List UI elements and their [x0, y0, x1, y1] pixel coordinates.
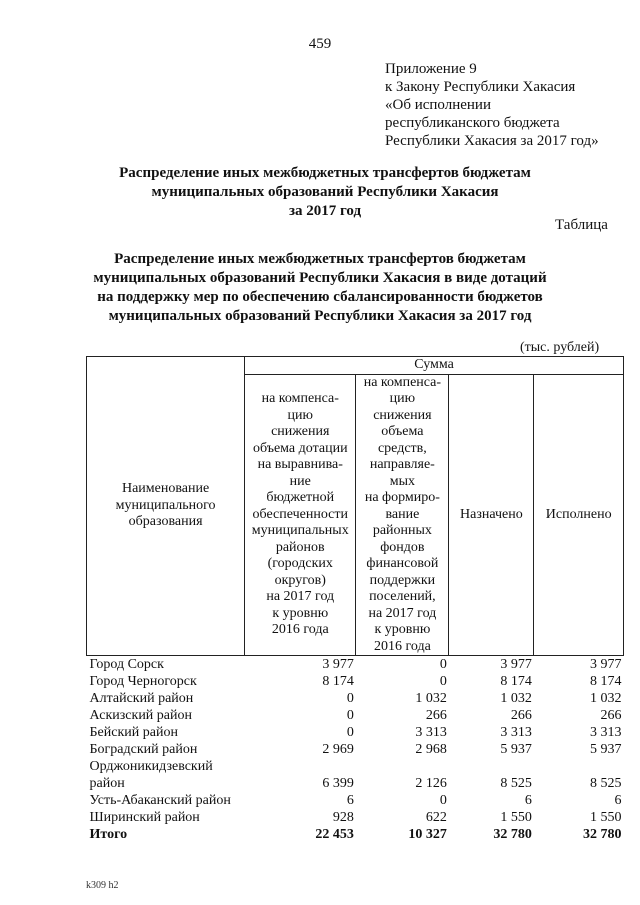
header-line: на компенса-	[261, 391, 339, 406]
dotation-compensation-value: 0	[346, 725, 354, 740]
table-title-line: на поддержку мер по обеспечению сбалансированности бюджетов	[97, 289, 543, 305]
header-line: 2016 года	[271, 622, 329, 637]
executed-value: 5 937	[590, 742, 622, 757]
header-municipality: Наименование муниципального образования	[87, 357, 245, 656]
funds-compensation-value: 266	[425, 708, 447, 723]
table-row	[87, 758, 624, 792]
total-row	[87, 826, 624, 843]
dotation-compensation-value: 0	[346, 691, 354, 706]
header-sum: Сумма	[245, 357, 624, 375]
table-title-line: Распределение иных межбюджетных трансфертов бюджетам	[114, 251, 526, 267]
municipality-name: Алтайский район	[89, 691, 194, 706]
municipality-name: Ширинский район	[89, 810, 200, 825]
funds-compensation-value: 0	[439, 674, 447, 689]
dotation-compensation-value: 2 969	[322, 742, 354, 757]
transfers-table	[86, 356, 624, 843]
municipality-name: Боградский район	[89, 742, 198, 757]
executed-value: 8 525	[590, 776, 622, 791]
assigned-value: 266	[510, 708, 532, 723]
table-row	[87, 673, 624, 690]
header-line: объема дотации	[252, 440, 348, 456]
main-title	[90, 164, 560, 221]
header-line: снижения	[373, 407, 432, 423]
header-line: цию	[287, 407, 313, 423]
funds-compensation-value: 2 126	[415, 776, 447, 791]
assigned-value: 32 780	[493, 827, 532, 842]
header-line: 2016 года	[373, 638, 431, 654]
header-line: на выравнива-	[257, 457, 343, 472]
funds-compensation-value: 622	[425, 810, 447, 825]
appendix-line: «Об исполнении	[385, 97, 491, 113]
header-line: на формиро-	[364, 490, 440, 505]
executed-value: 32 780	[583, 827, 622, 842]
municipality-name: Аскизский район	[89, 708, 192, 723]
table-row	[87, 690, 624, 707]
assigned-value: 8 174	[500, 674, 532, 689]
table-row	[87, 792, 624, 809]
funds-compensation-value: 0	[439, 793, 447, 808]
footer-code: k309 h2	[86, 880, 119, 891]
header-line: направляе-	[369, 457, 435, 472]
dotation-compensation-value: 8 174	[322, 674, 354, 689]
header-line: поселений,	[369, 589, 436, 604]
executed-value: 266	[600, 708, 622, 723]
dotation-compensation-value: 0	[346, 708, 354, 723]
header-line: бюджетной	[266, 490, 335, 505]
municipality-name: Итого	[89, 827, 128, 842]
header-line: обеспеченности	[252, 506, 348, 522]
funds-compensation-value: 2 968	[415, 742, 447, 757]
assigned-value: 3 977	[500, 657, 532, 672]
header-line: объема	[381, 424, 424, 439]
executed-value: 1 032	[590, 691, 622, 706]
municipality-name: Усть-Абаканский район	[89, 793, 231, 808]
assigned-value: 3 313	[500, 725, 532, 740]
dotation-compensation-value: 6	[346, 793, 354, 808]
municipality-name: Город Сорск	[89, 657, 164, 672]
header-line: финансовой	[366, 556, 439, 571]
table-row	[87, 707, 624, 724]
appendix-note	[385, 60, 599, 150]
dotation-compensation-value: 3 977	[322, 657, 354, 672]
header-executed: Исполнено	[534, 374, 624, 656]
funds-compensation-value: 0	[439, 657, 447, 672]
header-line: средств,	[377, 440, 427, 456]
assigned-value: 6	[524, 793, 532, 808]
main-title-line: Распределение иных межбюджетных трансфертов бюджетам	[119, 165, 531, 181]
table-title-line: муниципальных образований Республики Хакасия в виде дотаций	[93, 270, 547, 286]
appendix-line: Приложение 9	[385, 61, 477, 77]
main-title-line: муниципальных образований Республики Хакасия	[151, 184, 499, 200]
funds-compensation-value: 3 313	[415, 725, 447, 740]
header-line: мых	[389, 473, 416, 489]
municipality-name: Бейский район	[89, 725, 178, 740]
header-line: снижения	[271, 424, 330, 439]
appendix-line: Республики Хакасия за 2017 год»	[385, 133, 599, 149]
header-line: на 2017 год	[368, 605, 437, 621]
header-line: вание	[385, 506, 420, 522]
header-compensation-funds	[356, 374, 449, 656]
dotation-compensation-value: 6 399	[322, 776, 354, 791]
executed-value: 8 174	[590, 674, 622, 689]
header-compensation-dotation	[245, 374, 356, 656]
dotation-compensation-value: 928	[332, 810, 354, 825]
assigned-value: 1 550	[500, 810, 532, 825]
assigned-value: 1 032	[500, 691, 532, 706]
appendix-line: республиканского бюджета	[385, 115, 560, 131]
header-line: к уровню	[374, 622, 431, 637]
header-line: поддержки	[369, 572, 436, 588]
header-assigned: Назначено	[449, 374, 534, 656]
header-line: ние	[289, 473, 311, 489]
header-line: цию	[389, 391, 416, 406]
municipality-name: Город Черногорск	[89, 674, 197, 689]
appendix-line: к Закону Республики Хакасия	[385, 79, 576, 95]
header-line: муниципальных	[251, 523, 349, 538]
table-body	[87, 656, 624, 844]
dotation-compensation-value: 22 453	[315, 827, 354, 842]
header-line: округов)	[274, 572, 326, 588]
unit-label: (тыс. рублей)	[520, 340, 600, 355]
header-line: районов	[275, 539, 325, 555]
table-row	[87, 741, 624, 758]
header-line: к уровню	[272, 605, 329, 621]
table-title	[70, 250, 570, 326]
table-row	[87, 809, 624, 826]
main-title-line: за 2017 год	[288, 203, 362, 219]
funds-compensation-value: 1 032	[415, 691, 447, 706]
header-line: (городских	[267, 556, 333, 571]
header-line: на компенса-	[363, 374, 442, 390]
executed-value: 6	[614, 793, 622, 808]
header-line: на 2017 год	[266, 589, 335, 604]
table-label: Таблица	[555, 217, 608, 233]
executed-value: 3 313	[590, 725, 622, 740]
municipality-name: Орджоникидзевский район	[89, 759, 213, 791]
table-title-line: муниципальных образований Республики Хакасия за 2017 год	[108, 308, 532, 324]
funds-compensation-value: 10 327	[408, 827, 447, 842]
header-line: районных	[372, 523, 432, 538]
table-row	[87, 724, 624, 741]
page-number: 459	[308, 36, 332, 52]
assigned-value: 5 937	[500, 742, 532, 757]
table-row	[87, 656, 624, 674]
executed-value: 1 550	[590, 810, 622, 825]
header-line: фондов	[380, 539, 425, 555]
executed-value: 3 977	[590, 657, 622, 672]
assigned-value: 8 525	[500, 776, 532, 791]
